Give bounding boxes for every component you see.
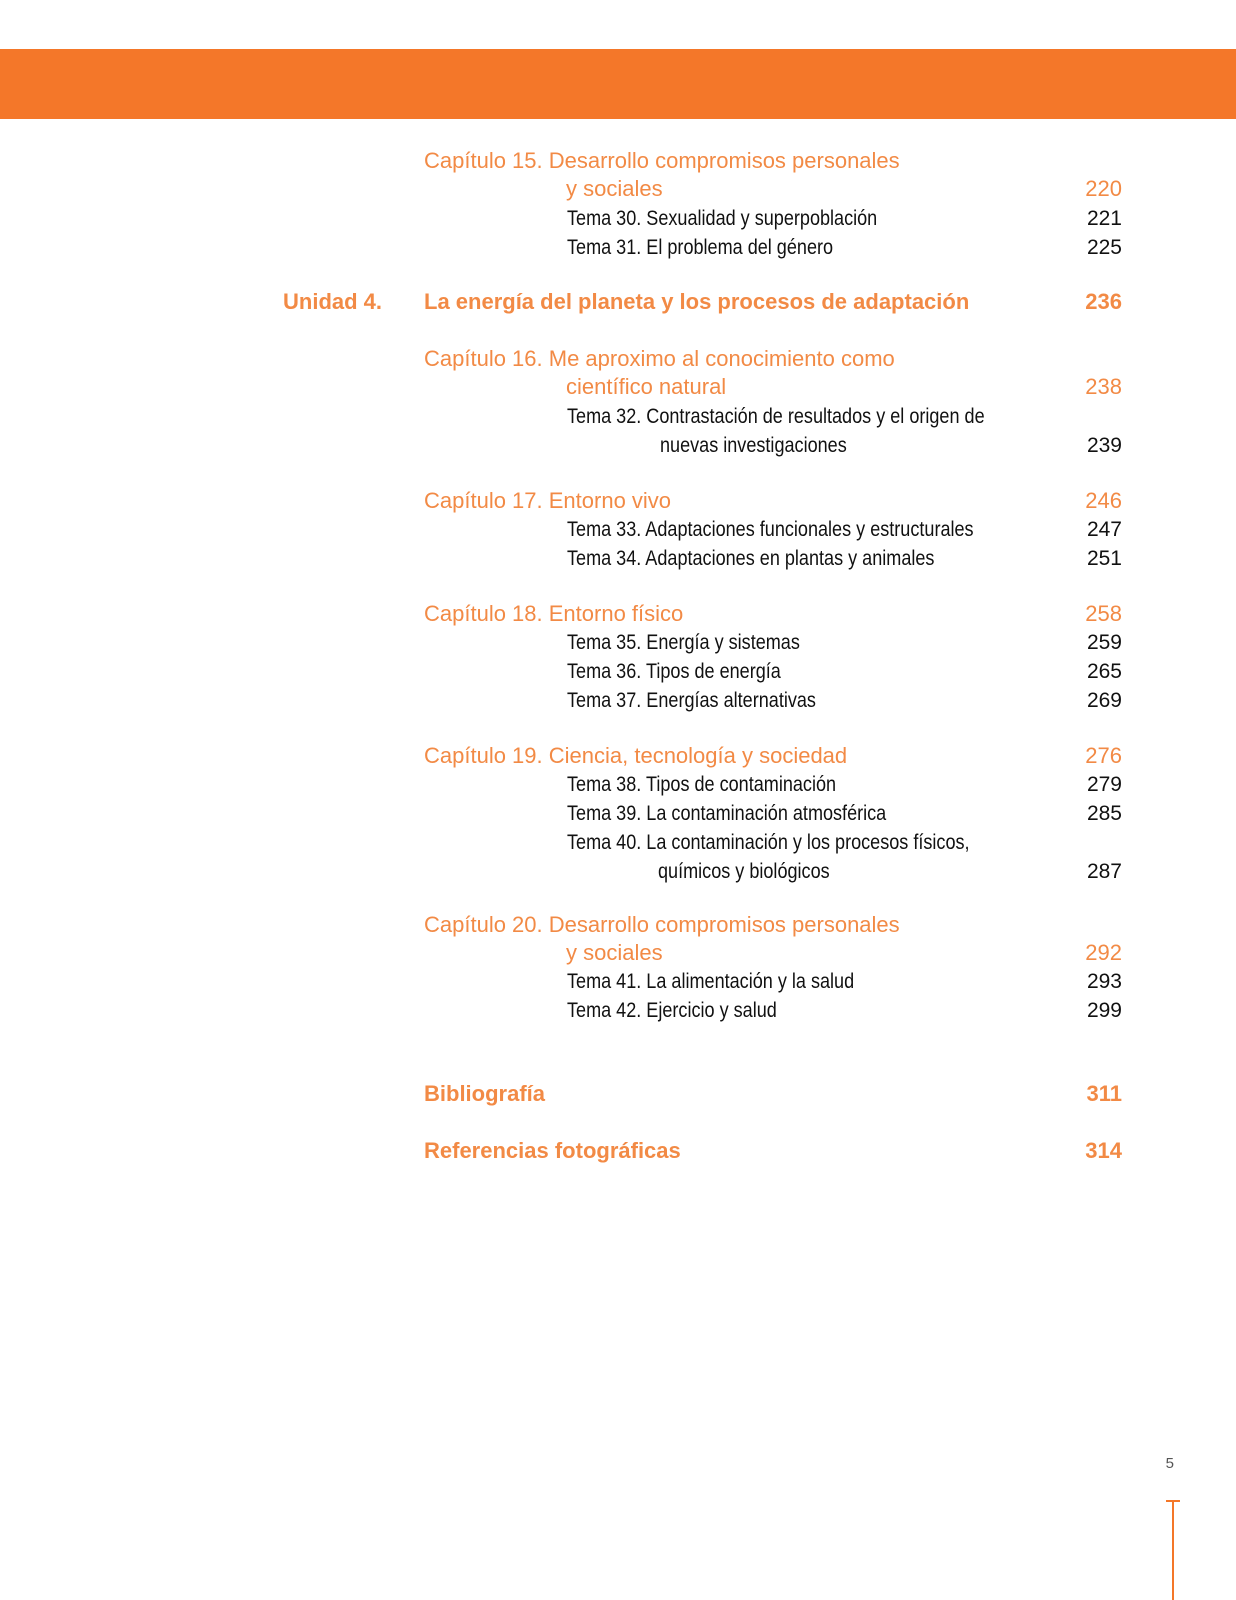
tema-42-page: 299	[1086, 999, 1122, 1022]
chapter-16-title-cont[interactable]: científico natural	[566, 374, 727, 399]
tema-30-label[interactable]: Tema 30. Sexualidad y superpoblación	[567, 207, 878, 230]
tema-39-label[interactable]: Tema 39. La contaminación atmosférica	[567, 802, 887, 825]
photo-references-title[interactable]: Referencias fotográficas	[424, 1138, 681, 1163]
tema-41-label[interactable]: Tema 41. La alimentación y la salud	[567, 970, 855, 993]
tema-34-label[interactable]: Tema 34. Adaptaciones en plantas y animales	[567, 547, 935, 570]
tema-32-label-cont[interactable]: nuevas investigaciones	[660, 434, 847, 457]
tema-40-label-cont[interactable]: químicos y biológicos	[658, 860, 830, 883]
photo-references-page: 314	[1085, 1138, 1122, 1163]
page-number: 5	[1165, 1455, 1174, 1472]
tema-38-page: 279	[1086, 773, 1122, 796]
tema-31-page: 225	[1086, 236, 1122, 259]
tema-32-page: 239	[1086, 434, 1122, 457]
tema-40-page: 287	[1086, 860, 1122, 883]
tema-33-label[interactable]: Tema 33. Adaptaciones funcionales y estructurales	[567, 518, 974, 541]
tema-31-label[interactable]: Tema 31. El problema del género	[567, 236, 834, 259]
tema-36-label[interactable]: Tema 36. Tipos de energía	[567, 660, 781, 683]
unit-4-page: 236	[1085, 289, 1122, 314]
chapter-20-title-cont[interactable]: y sociales	[566, 940, 663, 965]
bibliography-title[interactable]: Bibliografía	[424, 1081, 546, 1106]
chapter-19-page: 276	[1085, 743, 1122, 768]
chapter-18-title[interactable]: Capítulo 18. Entorno físico	[424, 601, 684, 626]
chapter-20-page: 292	[1085, 940, 1122, 965]
chapter-18-page: 258	[1085, 601, 1122, 626]
tema-35-page: 259	[1086, 631, 1122, 654]
chapter-17-page: 246	[1085, 488, 1122, 513]
tema-40-label[interactable]: Tema 40. La contaminación y los procesos físicos,	[567, 831, 970, 854]
tema-42-label[interactable]: Tema 42. Ejercicio y salud	[567, 999, 777, 1022]
chapter-15-page: 220	[1085, 176, 1122, 201]
chapter-15-title[interactable]: Capítulo 15. Desarrollo compromisos personales	[424, 148, 900, 173]
chapter-16-title[interactable]: Capítulo 16. Me aproximo al conocimiento como	[424, 346, 895, 371]
bibliography-page: 311	[1086, 1081, 1122, 1106]
tema-32-label[interactable]: Tema 32. Contrastación de resultados y el origen de	[567, 405, 985, 428]
tema-41-page: 293	[1086, 970, 1122, 993]
chapter-19-title[interactable]: Capítulo 19. Ciencia, tecnología y sociedad	[424, 743, 848, 768]
tema-30-page: 221	[1086, 207, 1122, 230]
tema-37-label[interactable]: Tema 37. Energías alternativas	[567, 689, 816, 712]
chapter-15-title-cont[interactable]: y sociales	[566, 176, 663, 201]
tema-38-label[interactable]: Tema 38. Tipos de contaminación	[567, 773, 837, 796]
tema-35-label[interactable]: Tema 35. Energía y sistemas	[567, 631, 800, 654]
chapter-20-title[interactable]: Capítulo 20. Desarrollo compromisos personales	[424, 912, 900, 937]
unit-4-number: Unidad 4.	[283, 289, 383, 314]
header-band	[0, 49, 1236, 119]
folio-rule	[1172, 1500, 1174, 1600]
unit-4-title[interactable]: La energía del planeta y los procesos de adaptación	[424, 289, 970, 314]
tema-39-page: 285	[1086, 802, 1122, 825]
tema-33-page: 247	[1086, 518, 1122, 541]
tema-34-page: 251	[1086, 547, 1122, 570]
tema-36-page: 265	[1086, 660, 1122, 683]
tema-37-page: 269	[1086, 689, 1122, 712]
chapter-16-page: 238	[1085, 374, 1122, 399]
chapter-17-title[interactable]: Capítulo 17. Entorno vivo	[424, 488, 672, 513]
